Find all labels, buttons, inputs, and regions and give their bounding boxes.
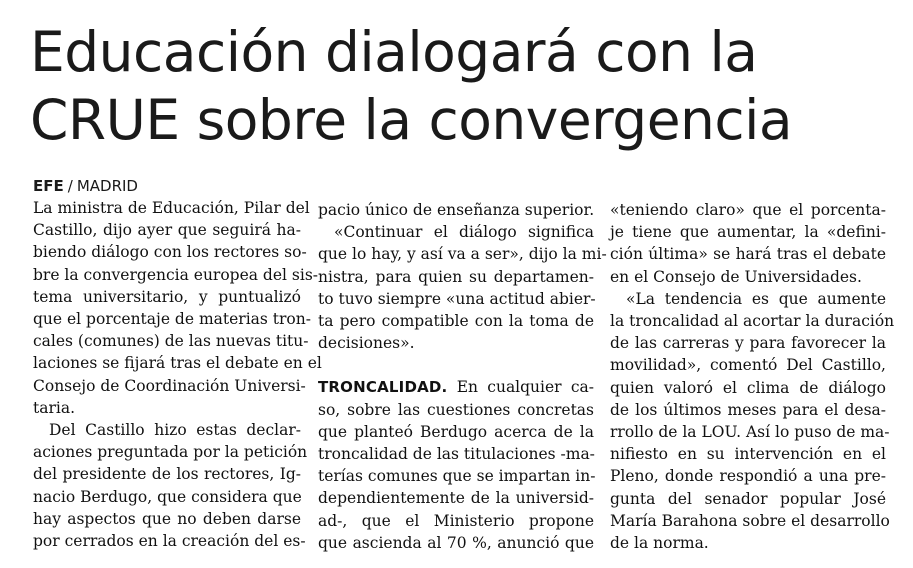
text-line: La ministra de Educación, Pilar del [33, 199, 310, 217]
byline-agency: EFE [33, 177, 64, 195]
text-line: en el Consejo de Universidades. [610, 267, 862, 286]
text-line: de la norma. [610, 534, 709, 553]
text-line: to tuvo siempre «una actitud abier- [318, 289, 596, 308]
subhead-continuation: En cualquier ca- [447, 378, 594, 397]
headline [30, 18, 900, 154]
text-line: María Barahona sobre el desarrollo [610, 511, 890, 530]
text-line: que el porcentaje de materias tron- [33, 310, 311, 329]
headline-line-2: CRUE sobre la convergencia [30, 88, 793, 152]
text-line: «La tendencia es que aumente [626, 289, 886, 308]
byline [33, 176, 138, 196]
text-line: ad-, que el Ministerio propone [318, 511, 594, 530]
text-line: de los últimos meses para el desa- [610, 400, 886, 419]
text-line: ta pero compatible con la toma de [318, 312, 594, 331]
text-line: tema universitario, y puntualizó [33, 287, 301, 306]
text-line: decisiones». [318, 334, 415, 353]
paragraph-gap [318, 354, 594, 376]
text-line: «Continuar el diálogo significa [334, 223, 594, 242]
byline-separator: / [67, 177, 73, 195]
text-line: que ascienda al 70 %, anunció que [318, 533, 594, 552]
text-line: nifiesto en su intervención en el [610, 445, 886, 464]
text-line: pacio único de enseñanza superior. [318, 201, 595, 219]
text-line: taria. [33, 398, 76, 417]
column-1 [33, 197, 322, 552]
text-line: nacio Berdugo, que considera que [33, 487, 302, 506]
text-line: que lo hay, y así va a ser», dijo la mi- [318, 245, 607, 264]
text-line: cales (comunes) de las nuevas titu- [33, 332, 309, 351]
column-2 [318, 199, 607, 554]
subhead-troncalidad: TRONCALIDAD. [318, 378, 448, 397]
text-line: Consejo de Coordinación Universi- [33, 376, 306, 395]
text-line: laciones se fijará tras el debate en el [33, 354, 322, 373]
text-line: «teniendo claro» que el porcenta- [610, 201, 886, 219]
text-line: movilidad», comentó Del Castillo, [610, 356, 886, 375]
text-line: Castillo, dijo ayer que seguirá ha- [33, 221, 301, 240]
text-line: quien valoró el clima de diálogo [610, 378, 886, 397]
text-line: Pleno, donde respondió a una pre- [610, 467, 886, 486]
text-line: terías comunes que se impartan in- [318, 467, 596, 486]
text-line: la troncalidad al acortar la duración [610, 312, 895, 331]
text-line: aciones preguntada por la petición [33, 443, 308, 462]
text-line: de las carreras y para favorecer la [610, 334, 886, 353]
text-line: rrollo de la LOU. Así lo puso de ma- [610, 423, 890, 442]
text-line: so, sobre las cuestiones concretas [318, 400, 594, 419]
text-line: por cerrados en la creación del es- [33, 532, 306, 551]
text-line: Del Castillo hizo estas declar- [49, 421, 301, 440]
text-line: dependientemente de la universid- [318, 489, 594, 508]
column-3 [610, 199, 895, 554]
text-line: nistra, para quien su departamen- [318, 267, 594, 286]
text-line: gunta del senador popular José [610, 489, 886, 508]
text-line: hay aspectos que no deben darse [33, 509, 301, 528]
text-line: je tiene que aumentar, la «defini- [610, 223, 886, 242]
text-line: del presidente de los rectores, Ig- [33, 465, 301, 484]
text-line: bre la convergencia europea del sis- [33, 265, 319, 284]
text-line: ción última» se hará tras el debate [610, 245, 886, 264]
text-line: troncalidad de las titulaciones -ma- [318, 445, 595, 464]
subhead-line [318, 376, 594, 398]
headline-line-1: Educación dialogará con la [30, 20, 758, 84]
byline-location: MADRID [76, 177, 138, 195]
text-line: biendo diálogo con los rectores so- [33, 243, 307, 262]
text-line: que planteó Berdugo acerca de la [318, 422, 594, 441]
